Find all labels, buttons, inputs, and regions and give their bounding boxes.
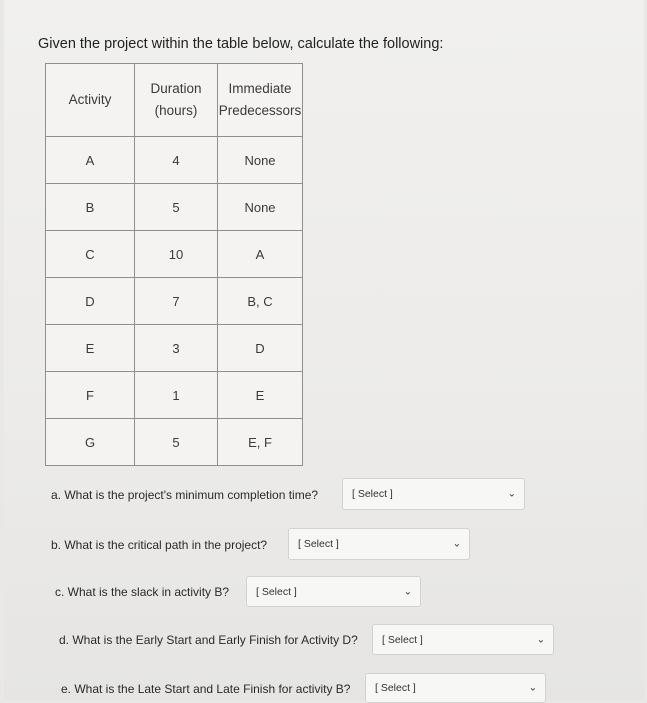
chevron-down-icon: ⌄ <box>536 634 545 645</box>
question-a-select[interactable] <box>342 478 525 510</box>
question-c-select[interactable] <box>246 576 421 607</box>
cell-activity: B <box>46 184 135 231</box>
question-b-select[interactable] <box>288 528 470 560</box>
question-d-placeholder: [ Select ] <box>382 633 423 646</box>
cell-activity: G <box>46 419 135 466</box>
table-row <box>46 278 303 325</box>
table-row <box>46 184 303 231</box>
cell-activity: F <box>46 372 135 419</box>
cell-predecessors: D <box>218 325 303 372</box>
header-activity: Activity <box>46 64 135 137</box>
chevron-down-icon: ⌄ <box>528 682 537 694</box>
table-header-row <box>46 64 303 137</box>
question-e-select[interactable] <box>365 673 546 703</box>
cell-duration: 4 <box>135 137 218 184</box>
cell-activity: A <box>46 137 135 184</box>
quiz-page <box>4 0 644 700</box>
table-row <box>46 137 303 184</box>
cell-predecessors: A <box>218 231 303 278</box>
header-duration: Duration (hours) <box>135 64 218 137</box>
cell-duration: 1 <box>135 372 218 419</box>
cell-duration: 5 <box>135 184 218 231</box>
question-a-label: a. What is the project's minimum completion time? <box>51 488 319 502</box>
cell-predecessors: None <box>218 137 303 184</box>
cell-activity: E <box>46 325 135 372</box>
chevron-down-icon: ⌄ <box>452 538 461 550</box>
chevron-down-icon: ⌄ <box>403 586 412 597</box>
cell-predecessors: E <box>218 372 303 419</box>
cell-duration: 3 <box>135 325 218 372</box>
header-predecessors: Immediate Predecessors <box>218 64 303 137</box>
question-d-label: d. What is the Early Start and Early Finish for Activity D? <box>59 633 358 647</box>
cell-predecessors: B, C <box>218 278 303 325</box>
question-e-label: e. What is the Late Start and Late Finish for activity B? <box>61 682 351 696</box>
question-c-placeholder: [ Select ] <box>256 585 297 598</box>
question-b-placeholder: [ Select ] <box>298 538 339 550</box>
question-a-placeholder: [ Select ] <box>352 488 393 500</box>
question-b-label: b. What is the critical path in the project? <box>51 538 268 552</box>
cell-duration: 7 <box>135 278 218 325</box>
table-row <box>46 325 303 372</box>
cell-predecessors: None <box>218 184 303 231</box>
question-d-select[interactable] <box>372 624 554 655</box>
project-table <box>45 63 303 466</box>
cell-predecessors: E, F <box>218 419 303 466</box>
question-c-label: c. What is the slack in activity B? <box>55 585 230 599</box>
cell-duration: 5 <box>135 419 218 466</box>
cell-activity: D <box>46 278 135 325</box>
cell-activity: C <box>46 231 135 278</box>
question-e-placeholder: [ Select ] <box>375 682 416 694</box>
question-title: Given the project within the table below, calculate the following: <box>38 36 444 52</box>
table-row <box>46 419 303 466</box>
chevron-down-icon: ⌄ <box>507 488 516 500</box>
cell-duration: 10 <box>135 231 218 278</box>
table-row <box>46 372 303 419</box>
table-row <box>46 231 303 278</box>
